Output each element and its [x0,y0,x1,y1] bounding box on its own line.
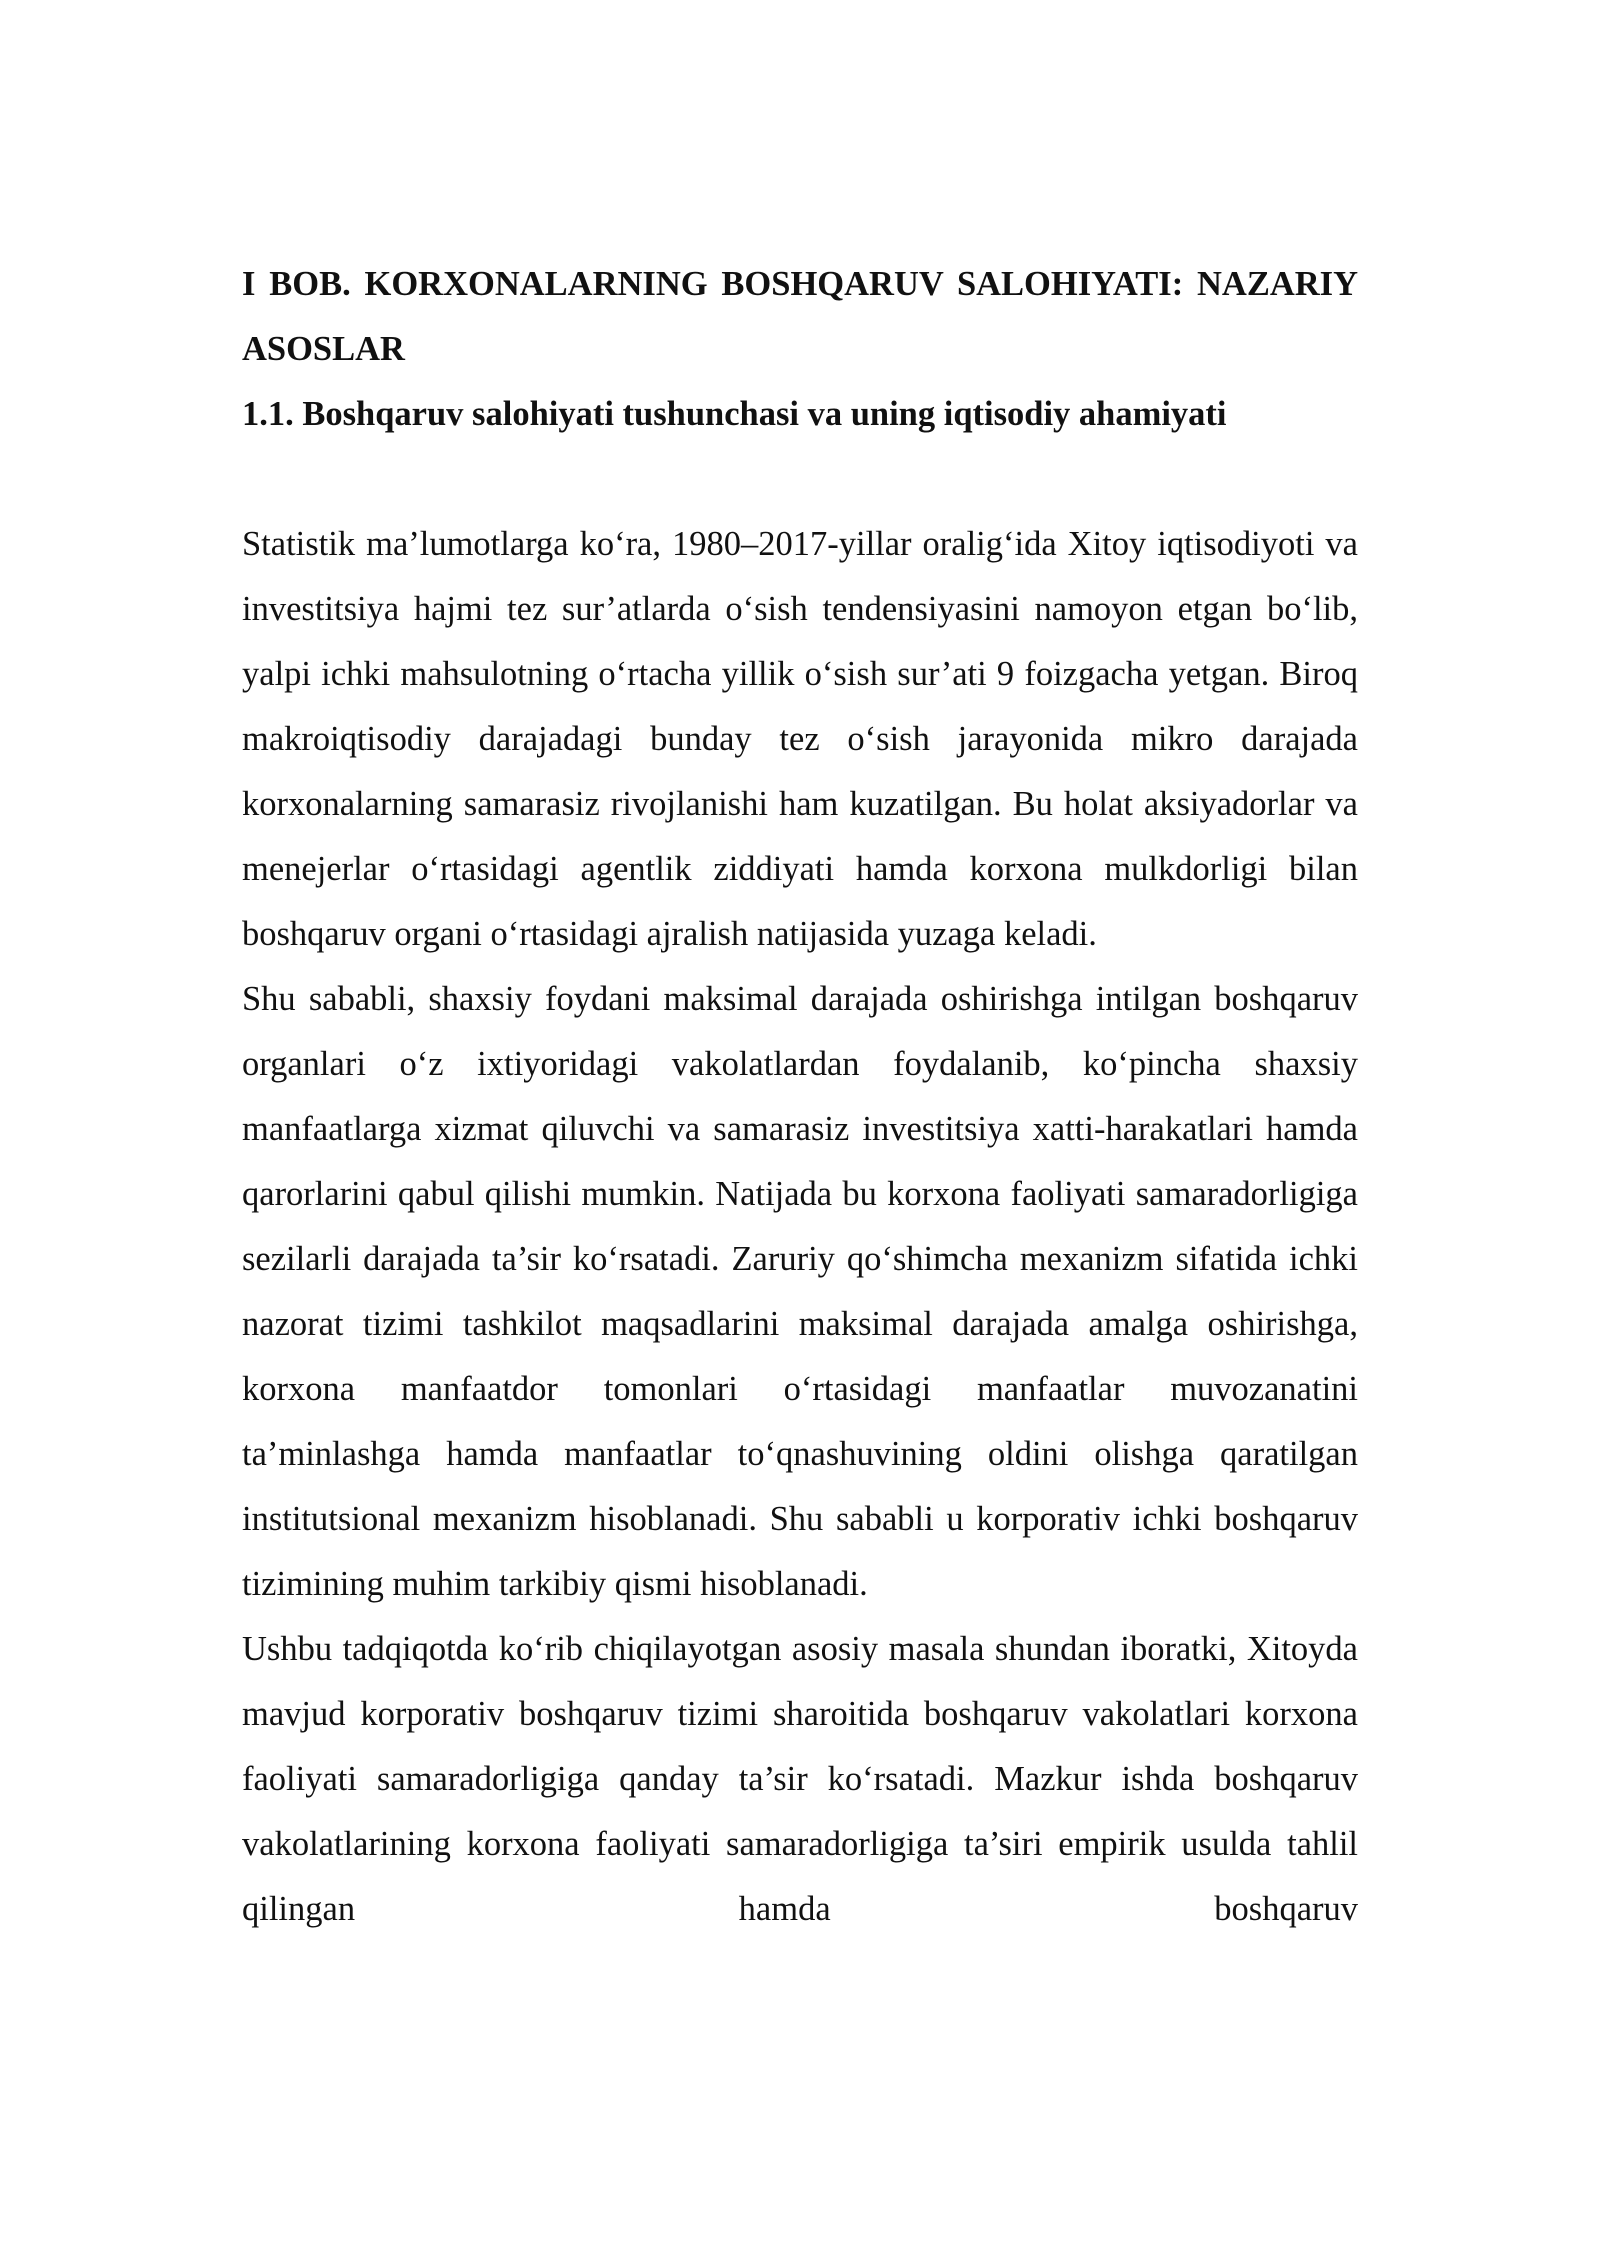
body-text [242,512,1358,1942]
section-title: 1.1. Boshqaruv salohiyati tushunchasi va uning iqtisodiy ahamiyati [242,395,1227,433]
paragraph: Statistik ma’lumotlarga ko‘ra, 1980–2017-yillar oralig‘ida Xitoy iqtisodiyoti va investitsiya hajmi tez sur’atlarda o‘sish tendensiyasini namoyon etgan bo‘lib, yalpi ichki mahsulotning o‘rtacha yillik o‘sish sur’ati 9 foizgacha yetgan. Biroq makroiqtisodiy darajadagi bunday tez o‘sish jarayonida mikro darajada korxonalarning samarasiz rivojlanishi ham kuzatilgan. Bu holat aksiyadorlar va menejerlar o‘rtasidagi agentlik ziddiyati hamda korxona mulkdorligi bilan boshqaruv organi o‘rtasidagi ajralish natijasida yuzaga keladi. [242,525,1358,953]
page-content [242,252,1358,1942]
paragraph: Shu sababli, shaxsiy foydani maksimal darajada oshirishga intilgan boshqaruv organlari o‘z ixtiyoridagi vakolatlardan foydalanib, ko‘pincha shaxsiy manfaatlarga xizmat qiluvchi va samarasiz investitsiya xatti-harakatlari hamda qarorlarini qabul qilishi mumkin. Natijada bu korxona faoliyati samaradorligiga sezilarli darajada ta’sir ko‘rsatadi. Zaruriy qo‘shimcha mexanizm sifatida ichki nazorat tizimi tashkilot maqsadlarini maksimal darajada amalga oshirishga, korxona manfaatdor tomonlari o‘rtasidagi manfaatlar muvozanatini ta’minlashga hamda manfaatlar to‘qnashuvining oldini olishga qaratilgan institutsional mexanizm hisoblanadi. Shu sababli u korporativ ichki boshqaruv tizimining muhim tarkibiy qismi hisoblanadi. [242,980,1358,1603]
chapter-title: I BOB. KORXONALARNING BOSHQARUV SALOHIYATI: NAZARIY ASOSLAR [242,265,1358,368]
paragraph: Ushbu tadqiqotda ko‘rib chiqilayotgan asosiy masala shundan iboratki, Xitoyda mavjud korporativ boshqaruv tizimi sharoitida boshqaruv vakolatlari korxona faoliyati samaradorligiga qanday ta’sir ko‘rsatadi. Mazkur ishda boshqaruv vakolatlarining korxona faoliyati samaradorligiga ta’siri empirik usulda tahlil qilingan hamda boshqaruv [242,1630,1358,1928]
